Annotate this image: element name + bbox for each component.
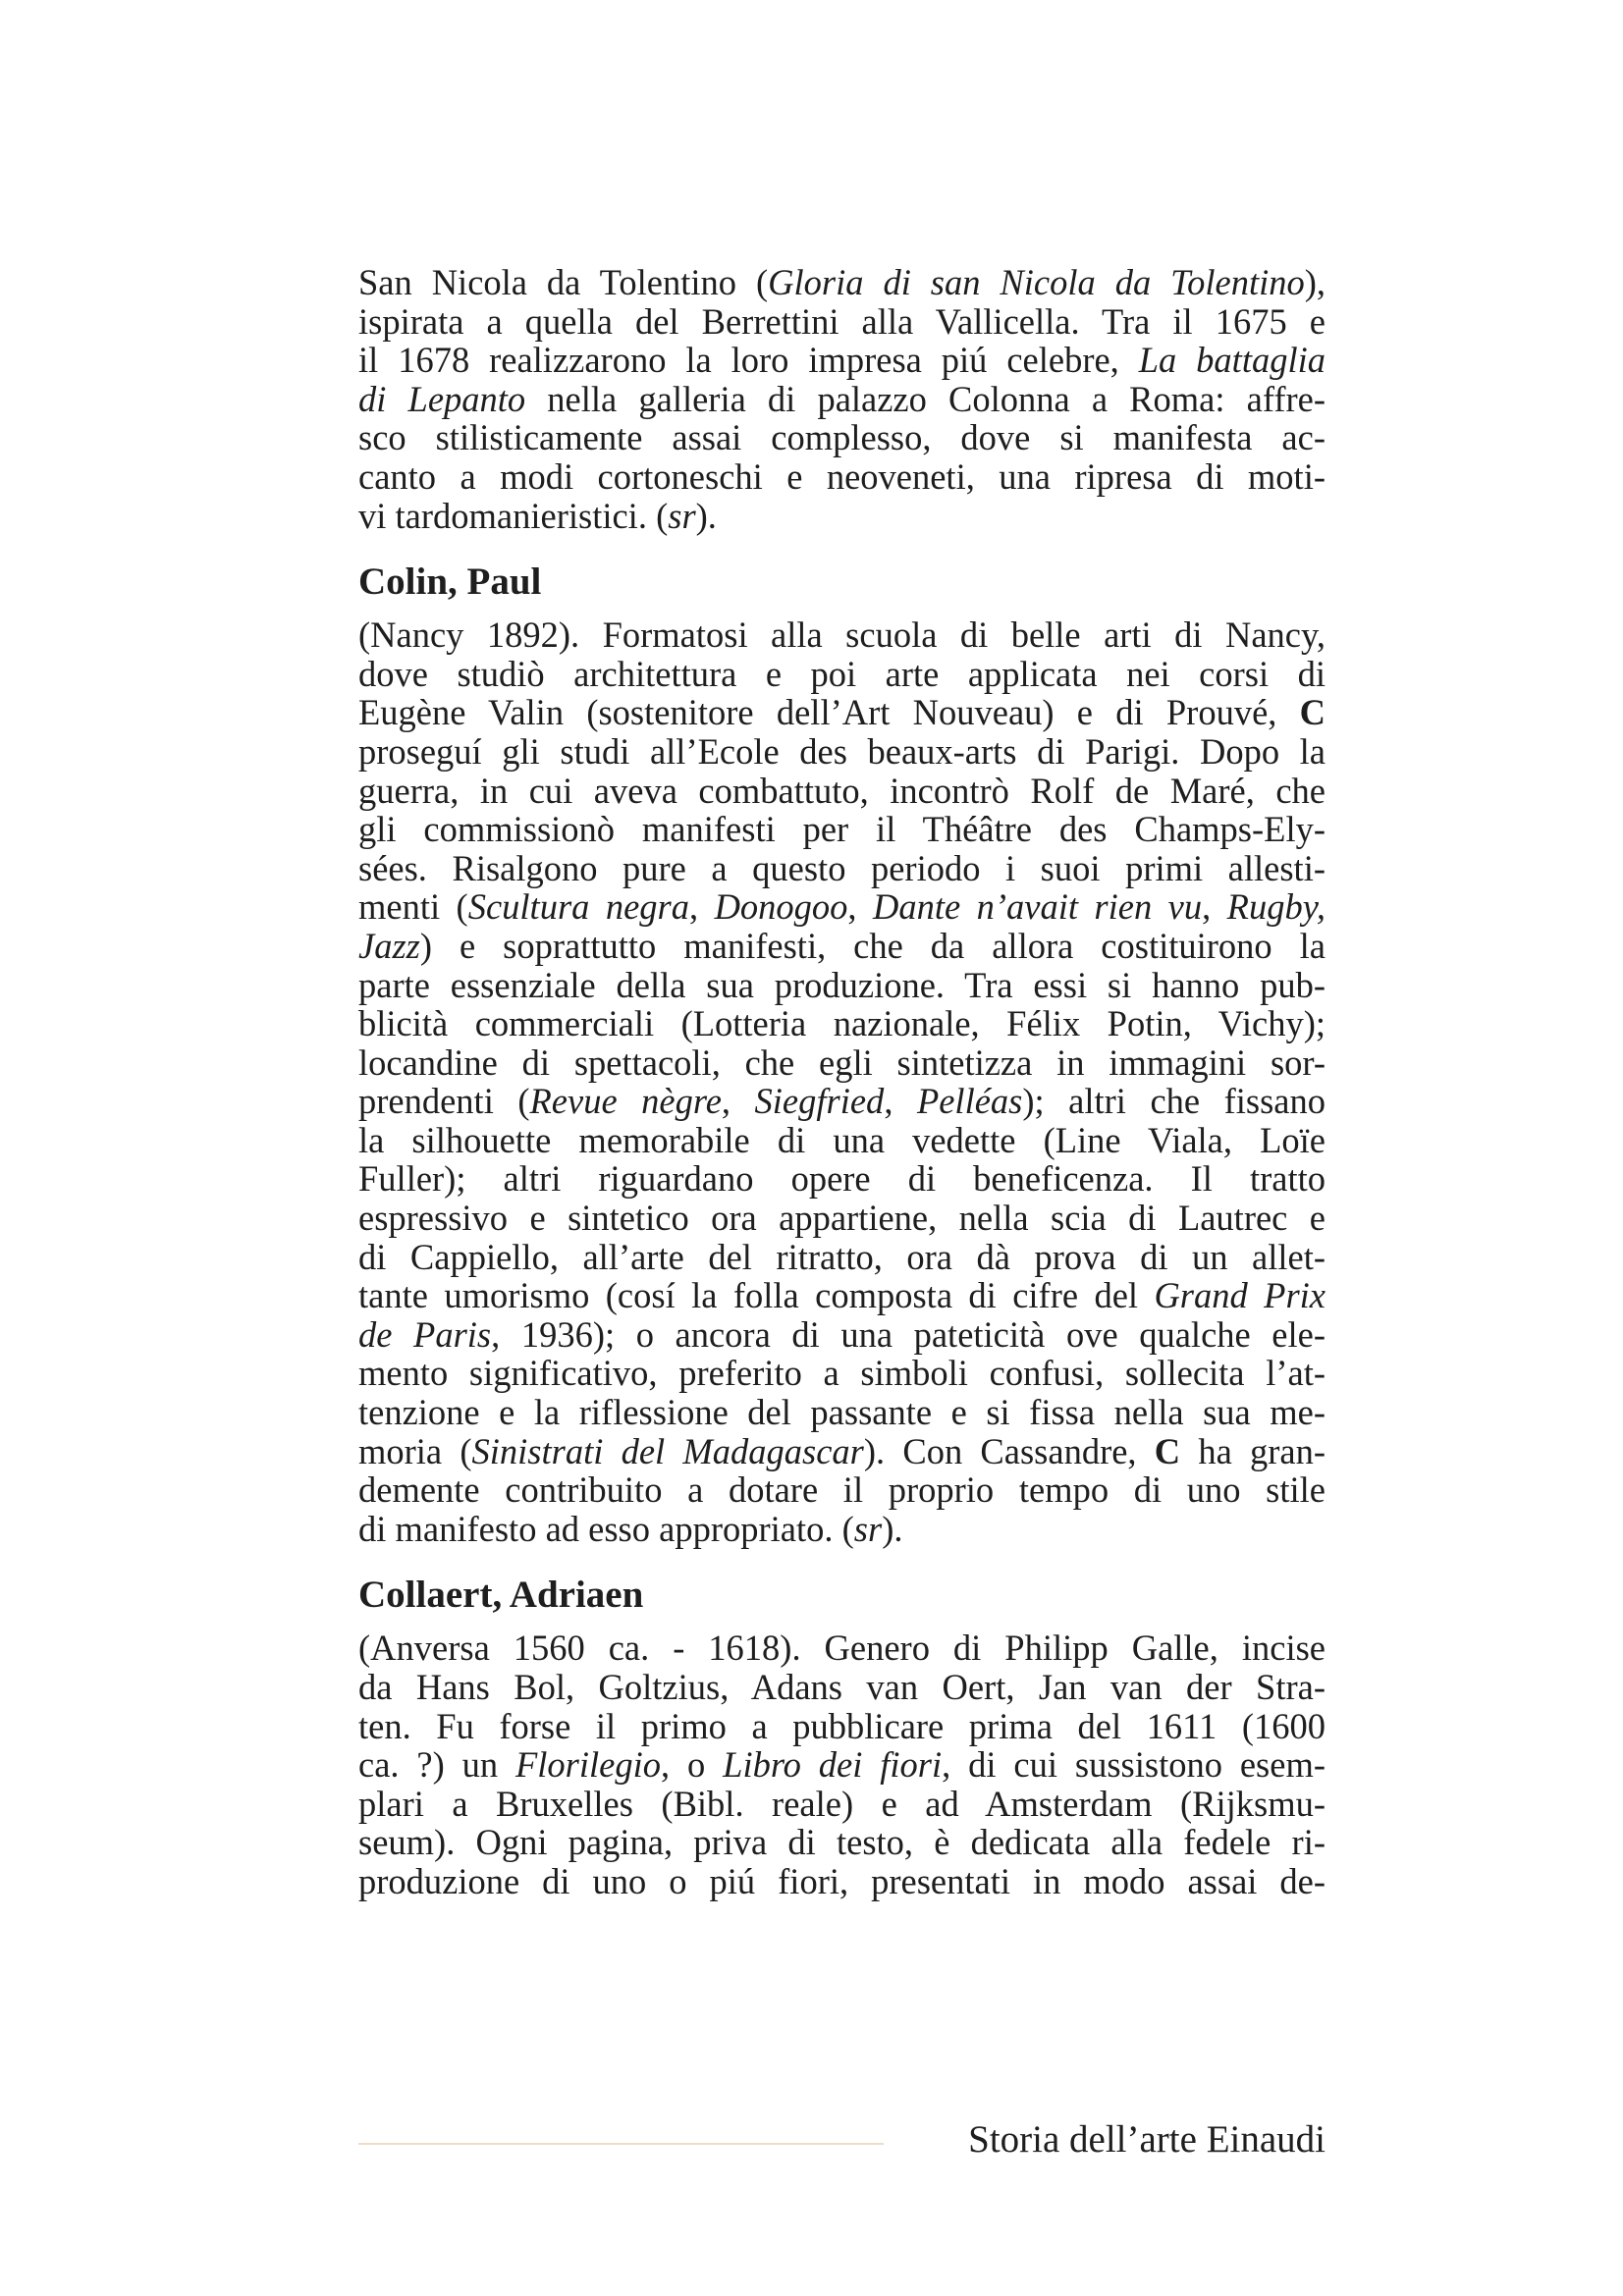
text-line xyxy=(358,887,1325,927)
text-run: di manifesto ad esso appropriato. ( xyxy=(358,1508,854,1549)
italic-text: Pelléas xyxy=(916,1081,1023,1122)
text-line xyxy=(358,849,1325,888)
italic-text: Grand Prix xyxy=(1154,1275,1325,1316)
entry-continuation-text xyxy=(358,263,1325,535)
text-run: il 1678 realizzarono la loro impresa piú celebre, xyxy=(358,340,1139,381)
text-line xyxy=(358,341,1325,380)
footer-rule xyxy=(358,2143,884,2145)
text-line xyxy=(358,263,1325,302)
italic-text: Siegfried xyxy=(754,1081,885,1122)
text-line xyxy=(358,1470,1325,1510)
text-line xyxy=(358,1121,1325,1160)
text-line xyxy=(358,380,1325,419)
text-run: ), xyxy=(1304,262,1326,302)
text-run: plari a Bruxelles (Bibl. reale) e ad Amsterdam (Rijksmu- xyxy=(358,1783,1325,1824)
italic-text: sr xyxy=(853,1508,883,1549)
text-line xyxy=(358,1159,1325,1199)
text-run: demente contribuito a dotare il proprio tempo di uno stile xyxy=(358,1469,1325,1511)
text-run: nella galleria di palazzo Colonna a Roma: affre- xyxy=(525,378,1325,419)
text-run: San Nicola da Tolentino ( xyxy=(358,262,769,302)
entry-colin-paul-text xyxy=(358,615,1325,1548)
text-run: ispirata a quella del Berrettini alla Vallicella. Tra il 1675 e xyxy=(358,300,1325,342)
italic-text: de Paris xyxy=(358,1313,492,1355)
text-line xyxy=(358,1276,1325,1315)
italic-text: Jazz xyxy=(358,925,420,966)
italic-text: di Lepanto xyxy=(358,378,526,419)
text-run: guerra, in cui aveva combattuto, incontrò Rolf de Maré, che xyxy=(358,770,1325,811)
page-footer xyxy=(358,2115,1325,2164)
text-line xyxy=(358,1043,1325,1083)
text-run: ca. ?) un xyxy=(358,1744,515,1786)
entry-heading-colin-paul: Colin, Paul xyxy=(358,561,542,604)
text-run: , xyxy=(884,1081,917,1122)
text-line xyxy=(358,1238,1325,1277)
italic-text: Sinistrati del Madagascar xyxy=(471,1430,864,1471)
italic-text: La battaglia xyxy=(1138,340,1325,381)
text-run: locandine di spettacoli, che egli sintetizza in immagini sor- xyxy=(358,1041,1325,1083)
text-line xyxy=(358,1823,1325,1862)
text-run: Eugène Valin (sostenitore dell’Art Nouveau) e di Prouvé, xyxy=(358,692,1300,733)
italic-text: Florilegio xyxy=(515,1744,662,1786)
italic-text: Donogoo xyxy=(714,886,848,928)
italic-text: Rugby, xyxy=(1226,886,1326,928)
italic-text: Gloria di san Nicola da Tolentino xyxy=(768,262,1305,302)
entry-heading-collaert-adriaen: Collaert, Adriaen xyxy=(358,1574,644,1617)
text-run: , xyxy=(721,1081,755,1122)
text-line xyxy=(358,1707,1325,1746)
text-line xyxy=(358,1668,1325,1707)
text-run: (Anversa 1560 ca. - 1618). Genero di Philipp Galle, incise xyxy=(358,1628,1325,1669)
text-line xyxy=(358,418,1325,457)
text-run: , di cui sussistono esem- xyxy=(942,1744,1326,1786)
text-line xyxy=(358,1862,1325,1901)
text-run: ha gran- xyxy=(1180,1430,1326,1471)
text-run: gli commissionò manifesti per il Théâtre des Champs-Ely- xyxy=(358,809,1325,850)
text-line xyxy=(358,927,1325,966)
text-run: espressivo e sintetico ora appartiene, nella scia di Lautrec e xyxy=(358,1198,1325,1239)
text-line xyxy=(358,772,1325,811)
text-line xyxy=(358,693,1325,732)
text-line xyxy=(358,615,1325,655)
text-run: mento significativo, preferito a simboli confusi, sollecita l’at- xyxy=(358,1353,1325,1394)
text-run: ). xyxy=(882,1508,903,1549)
text-run: prendenti ( xyxy=(358,1081,530,1122)
text-line xyxy=(358,302,1325,342)
text-line xyxy=(358,1393,1325,1432)
text-run: menti ( xyxy=(358,886,468,928)
text-run: ) e soprattutto manifesti, che da allora costituirono la xyxy=(419,925,1325,966)
page-body xyxy=(358,263,1325,1901)
text-line xyxy=(358,1004,1325,1043)
text-line xyxy=(358,1510,1325,1549)
text-run: ); altri che fissano xyxy=(1022,1081,1325,1122)
text-run: Fuller); altri riguardano opere di beneficenza. Il tratto xyxy=(358,1158,1325,1200)
text-line xyxy=(358,1629,1325,1668)
text-line xyxy=(358,810,1325,849)
text-run: , o xyxy=(661,1744,724,1786)
text-line xyxy=(358,655,1325,694)
text-run: , xyxy=(847,886,873,928)
italic-text: Libro dei fiori xyxy=(723,1744,943,1786)
text-run: la silhouette memorabile di una vedette (Line Viala, Loïe xyxy=(358,1119,1325,1160)
footer-title: Storia dell’arte Einaudi xyxy=(968,2118,1325,2161)
italic-text: Scultura negra xyxy=(467,886,689,928)
text-run: dove studiò architettura e poi arte applicata nei corsi di xyxy=(358,653,1325,694)
text-run: ). Con Cassandre, xyxy=(863,1430,1155,1471)
text-line xyxy=(358,1745,1325,1785)
text-line xyxy=(358,1315,1325,1355)
text-line xyxy=(358,1432,1325,1471)
italic-text: sr xyxy=(668,495,696,536)
text-run: parte essenziale della sua produzione. Tra essi si hanno pub- xyxy=(358,964,1325,1005)
bold-text: C xyxy=(1154,1430,1181,1471)
text-run: sco stilisticamente assai complesso, dove si manifesta ac- xyxy=(358,417,1325,458)
text-line xyxy=(358,497,1325,536)
entry-collaert-adriaen-text xyxy=(358,1629,1325,1900)
text-run: canto a modi cortoneschi e neoveneti, una ripresa di moti- xyxy=(358,455,1325,497)
text-run: produzione di uno o piú fiori, presentati in modo assai de- xyxy=(358,1860,1325,1901)
text-run: , 1936); o ancora di una pateticità ove qualche ele- xyxy=(491,1313,1325,1355)
text-run: da Hans Bol, Goltzius, Adans van Oert, Jan van der Stra- xyxy=(358,1667,1325,1707)
text-line xyxy=(358,1354,1325,1393)
text-run: vi tardomanieristici. ( xyxy=(358,495,669,536)
text-line xyxy=(358,1199,1325,1238)
italic-text: Dante n’avait rien vu xyxy=(872,886,1203,928)
text-run: , xyxy=(689,886,715,928)
text-run: , xyxy=(1202,886,1227,928)
text-run: proseguí gli studi all’Ecole des beaux-arts di Parigi. Dopo la xyxy=(358,730,1325,772)
text-line xyxy=(358,457,1325,497)
text-run: moria ( xyxy=(358,1430,472,1471)
bold-text: C xyxy=(1299,692,1325,733)
italic-text: Revue nègre xyxy=(529,1081,722,1122)
text-line xyxy=(358,966,1325,1005)
text-run: tante umorismo (cosí la folla composta di cifre del xyxy=(358,1275,1155,1316)
text-run: ten. Fu forse il primo a pubblicare prima del 1611 (1600 xyxy=(358,1705,1325,1746)
text-run: (Nancy 1892). Formatosi alla scuola di belle arti di Nancy, xyxy=(358,614,1325,656)
text-line xyxy=(358,1785,1325,1824)
text-run: seum). Ogni pagina, priva di testo, è dedicata alla fedele ri- xyxy=(358,1822,1325,1863)
text-run: sées. Risalgono pure a questo periodo i suoi primi allesti- xyxy=(358,847,1325,888)
text-run: blicità commerciali (Lotteria nazionale, Félix Potin, Vichy); xyxy=(358,1003,1325,1044)
text-line xyxy=(358,732,1325,772)
text-run: ). xyxy=(695,495,717,536)
text-run: tenzione e la riflessione del passante e si fissa nella sua me- xyxy=(358,1392,1325,1433)
text-line xyxy=(358,1082,1325,1121)
text-run: di Cappiello, all’arte del ritratto, ora dà prova di un allet- xyxy=(358,1236,1325,1277)
